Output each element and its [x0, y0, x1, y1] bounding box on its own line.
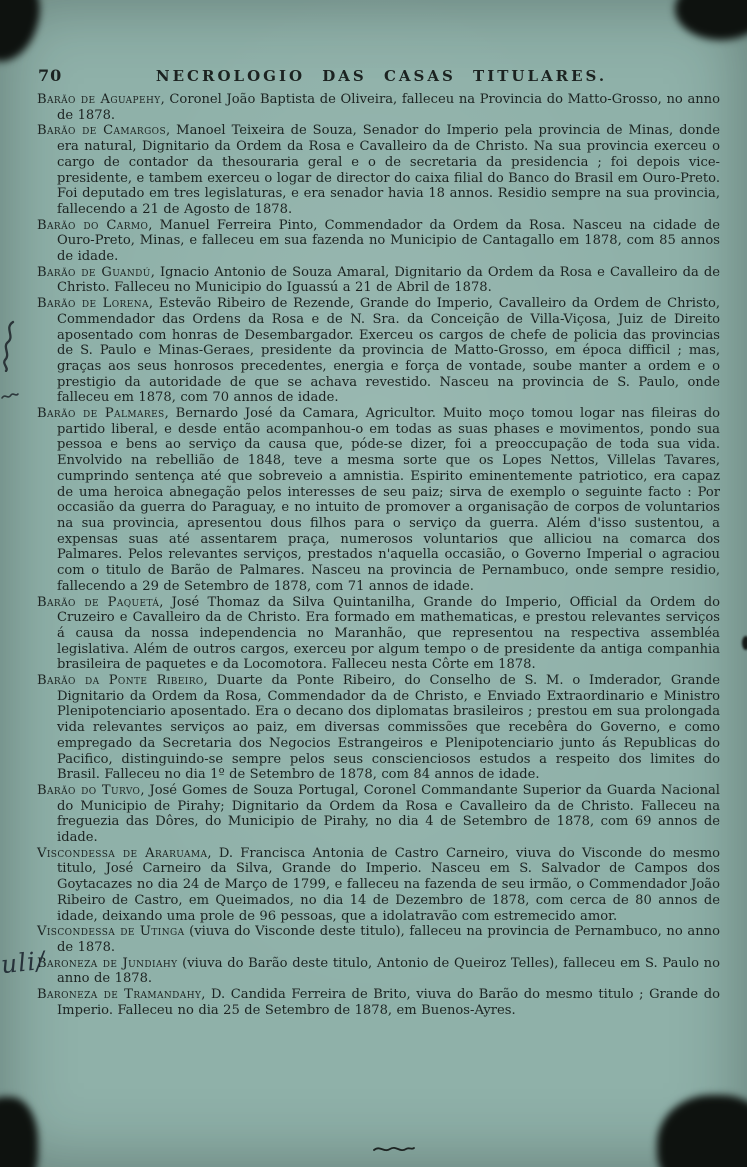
entry-text: , Manuel Ferreira Pinto, Commendador da Ordem da Rosa. Nasceu na cidade de Ouro-Preto, Minas, e falleceu em sua fazenda no Municipio de Cantagallo em 1878, com 85 annos de idade.	[57, 217, 720, 265]
entry-title: Barão de Paquetá	[37, 594, 160, 610]
entry-text: , José Gomes de Souza Portugal, Coronel Commandante Superior da Guarda Nacional do Municipio de Pirahy; Dignitario da Ordem da Rosa e Cavalleiro da de Christo. Falleceu na freguezia das Dôres, do Municipio de Pirahy, no dia 4 de Setembro de 1878, com 69 annos de idade.	[57, 782, 720, 846]
necrology-entry	[37, 987, 720, 1018]
necrology-entry	[37, 783, 720, 846]
entry-text: , D. Francisca Antonia de Castro Carneiro, viuva do Visconde do mesmo titulo, José Carneiro da Silva, Grande do Imperio. Nasceu em S. Salvador de Campos dos Goytacazes no dia 24 de Março de 1799, e falleceu na fazenda de seu irmão, o Commendador João Ribeiro de Castro, em Queimados, no dia 14 de Dezembro de 1878, com cerca de 80 annos de idade, deixando uma prole de 96 pessoas, que a idolatravão com estremecido amor.	[57, 845, 720, 924]
entry-title: Barão de Aguapehy	[37, 92, 161, 107]
entry-text: , Duarte da Ponte Ribeiro, do Conselho de S. M. o Imderador, Grande Dignitario da Ordem da Rosa, Commendador da de Christo, e Enviado Extraordinario e Ministro Plenipotenciario aposentado. Era o decano dos diplomatas brasileiros ; prestou em sua prolongada vida relevantes serviços ao paiz, em diversas commissões que recebêra do Governo, e como empregado da Secretaria dos Negocios Estrangeiros e Plenipotenciario junto ás Republicas do Pacifico, distinguindo-se sempre pelos seus conscienciosos estudos a respeito dos limites do Brasil. Falleceu no dia 1º de Setembro de 1878, com 84 annos de idade.	[57, 673, 720, 783]
page-header	[38, 66, 719, 85]
ink-speck	[742, 636, 747, 650]
entry-text: , Bernardo José da Camara, Agricultor. Muito moço tomou logar nas fileiras do partido liberal, e desde então acompanhou-o em todas as suas phases e movimentos, pondo sua pessoa e bens ao serviço da causa que, póde-se dizer, foi a preoccupação de toda sua vida. Envolvido na rebellião de 1848, teve a mesma sorte que os Lopes Nettos, Villelas Tavares, cumprindo sentença até que sobreveio a amnistia. Espirito eminentemente patriotico, era capaz de uma heroica abnegação pelos interesses de seu paiz; sirva de exemplo o seguinte facto : Por occasião da guerra do Paraguay, e no intuito de promover a organisação de corpos de voluntarios na sua provincia, apresentou dous filhos para o serviço da guerra. Além d'isso sustentou, a expensas suas até assentarem praça, numerosos voluntarios que alliciou na comarca dos Palmares. Pelos relevantes serviços, prestados n'aquella occasião, o Governo Imperial o agraciou com o titulo de Barão de Palmares. Nasceu na provincia de Pernambuco, onde sempre residio, fallecendo a 29 de Setembro de 1878, com 71 annos de idade.	[57, 406, 720, 594]
scan-shadow-top-right	[675, 0, 747, 40]
entry-text: , Coronel João Baptista de Oliveira, falleceu na Provincia do Matto-Grosso, no anno de 1878.	[57, 92, 720, 123]
entry-title: Viscondessa de Araruama	[37, 845, 208, 861]
handwritten-note: uli/	[0, 945, 47, 980]
entry-text: , Estevão Ribeiro de Rezende, Grande do Imperio, Cavalleiro da Ordem de Christo, Commendador das Ordens da Rosa e de N. Sra. da Conceição de Villa-Viçosa, Juiz de Direito aposentado com honras de Desembargador. Exerceu os cargos de chefe de policia das provincias de S. Paulo e Minas-Geraes, presidente da provincia de Matto-Grosso, em época difficil ; mas, graças aos seus honrosos precedentes, energia e força de vontade, soube manter a ordem e o prestigio da autoridade de que se achava revestido. Nasceu na provincia de S. Paulo, onde falleceu em 1878, com 70 annos de idade.	[57, 296, 720, 406]
page-header-title: NECROLOGIO DAS CASAS TITULARES.	[155, 67, 608, 85]
entry-title: Barão do Carmo	[37, 217, 149, 233]
necrology-entry	[37, 924, 720, 955]
entry-title: Barão de Camargos	[37, 123, 167, 139]
necrology-entry	[37, 92, 720, 123]
entry-title: Barão da Ponte Ribeiro	[37, 673, 204, 689]
footer-ornament-icon	[372, 1140, 416, 1159]
handwritten-small-mark-icon	[0, 388, 20, 407]
entry-title: Baroneza de Tramandahy	[37, 987, 202, 1003]
necrology-entry	[37, 595, 720, 674]
necrology-entry	[37, 673, 720, 783]
entry-text: (viuva do Visconde deste titulo), falleceu na provincia de Pernambuco, no anno de 1878.	[57, 924, 720, 955]
entry-text: , José Thomaz da Silva Quintanilha, Grande do Imperio, Official da Ordem do Cruzeiro e Cavalleiro da de Christo. Era formado em mathematicas, e prestou relevantes serviços á causa da nossa independencia no Maranhão, que representou na respectiva assembléa legislativa. Além de outros cargos, exerceu por algum tempo o de presidente da antiga companhia brasileira de paquetes e da Locomotora. Falleceu nesta Côrte em 1878.	[57, 594, 720, 673]
entry-title: Viscondessa de Utinga	[37, 924, 185, 940]
entry-title: Barão de Palmares	[37, 406, 165, 422]
entry-title: Barão do Turvo	[37, 782, 141, 798]
necrology-entry	[37, 296, 720, 406]
entry-text: , D. Candida Ferreira de Brito, viuva do Barão do mesmo titulo ; Grande do Imperio. Falleceu no dia 25 de Setembro de 1878, em Buenos-Ayres.	[57, 987, 720, 1018]
necrology-entry	[37, 265, 720, 296]
entry-title: Barão de Lorena	[37, 296, 149, 312]
scan-shadow-bottom-left	[0, 1097, 38, 1167]
handwritten-mark-icon	[0, 320, 18, 376]
scan-shadow-bottom-right	[657, 1095, 747, 1167]
necrology-entry	[37, 956, 720, 987]
necrology-entry	[37, 218, 720, 265]
entry-text: (viuva do Barão deste titulo, Antonio de Queiroz Telles), falleceu em S. Paulo no anno de 1878.	[57, 955, 720, 987]
scan-shadow-top-left	[0, 0, 50, 70]
necrology-entry	[37, 123, 720, 217]
entry-text: , Ignacio Antonio de Souza Amaral, Dignitario da Ordem da Rosa e Cavalleiro da de Christo. Falleceu no Municipio do Iguassú a 21 de Abril de 1878.	[57, 264, 720, 296]
page-number: 70	[38, 66, 63, 85]
necrology-entry	[37, 406, 720, 594]
entry-title: Barão de Guandú	[37, 264, 151, 280]
necrology-entry	[37, 846, 720, 925]
entry-title: Baroneza de Jundiahy	[37, 955, 178, 971]
entry-text: , Manoel Teixeira de Souza, Senador do Imperio pela provincia de Minas, donde era natural, Dignitario da Ordem da Rosa e Cavalleiro da de Christo. Na sua provincia exerceu o cargo de contador da thesouraria geral e o de secretaria da presidencia ; foi depois vice-presidente, e tambem exerceu o logar de director do caixa filial do Banco do Brasil em Ouro-Preto. Foi deputado em tres legislaturas, e era senador havia 18 annos. Residio sempre na sua provincia, fallecendo a 21 de Agosto de 1878.	[57, 123, 720, 217]
entries-list	[37, 92, 720, 1018]
